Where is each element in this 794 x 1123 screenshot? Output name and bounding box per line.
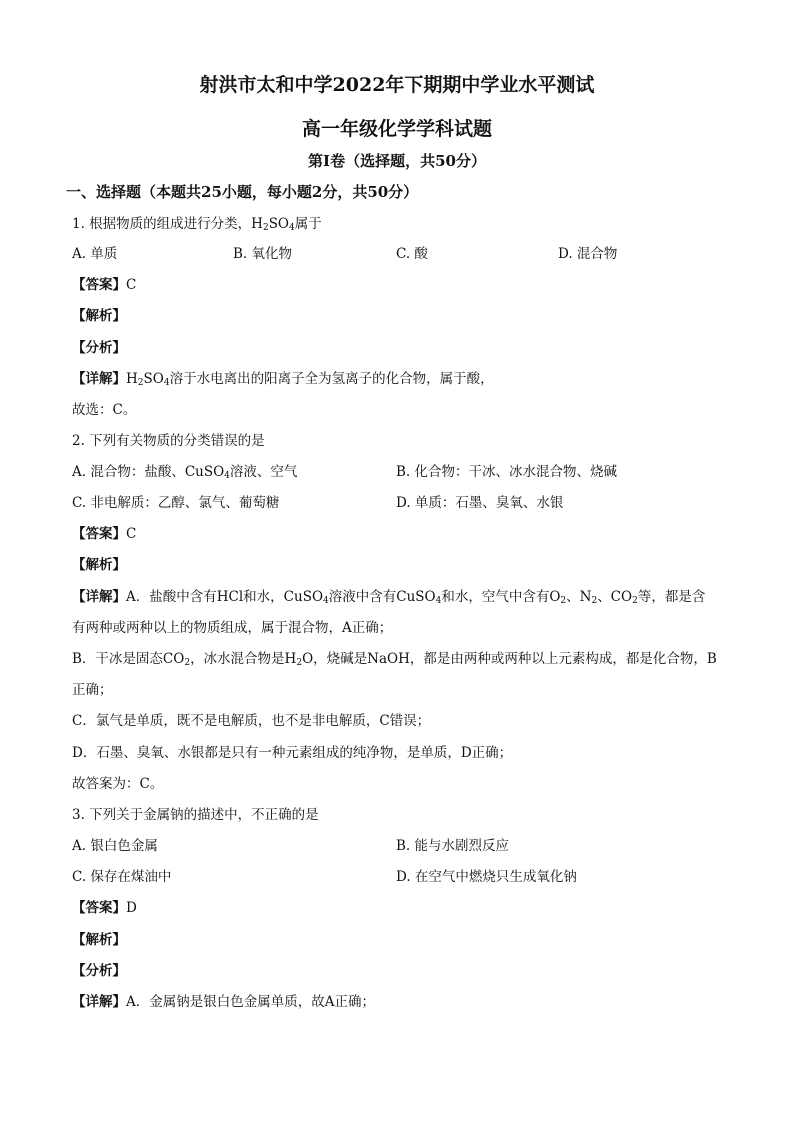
q2-analysis-label: 【解析】: [72, 557, 126, 573]
q2-detail-line5: C．氯气是单质，既不是电解质，也不是非电解质，C错误；: [72, 713, 431, 729]
q1-conclusion: 故选：C。: [72, 402, 137, 418]
q1-answer: 【答案】C: [72, 277, 137, 293]
q1-option-d: D. 混合物: [558, 246, 618, 262]
q2-conclusion: 故答案为：C。: [72, 776, 164, 792]
q1-option-a: A. 单质: [72, 246, 118, 262]
q3-option-a: A. 银白色金属: [72, 838, 158, 854]
q3-option-c: C. 保存在煤油中: [72, 869, 172, 885]
q2-option-a: A. 混合物：盐酸、CuSO$_4$溶液、空气: [72, 464, 298, 481]
exam-subtitle: 高一年级化学学科试题: [301, 118, 492, 140]
q1-option-b: B. 氧化物: [233, 246, 293, 262]
q2-option-b: B. 化合物：干冰、冰水混合物、烧碱: [396, 464, 618, 480]
q2-option-c: C. 非电解质：乙醇、氯气、葡萄糖: [72, 495, 280, 511]
q3-stem: 3. 下列关于金属钠的描述中，不正确的是: [72, 807, 319, 823]
q2-detail-line4: 正确；: [72, 682, 113, 698]
q1-stem: 1. 根据物质的组成进行分类，$H_2SO_4$属于: [72, 216, 322, 233]
q3-detail-line1: 【详解】A．金属钠是银白色金属单质，故A正确；: [72, 994, 375, 1010]
section-heading: 一、选择题（本题共25小题，每小题2分，共50分）: [66, 183, 419, 201]
q3-analysis-label: 【解析】: [72, 932, 126, 948]
q1-analysis-label: 【解析】: [72, 308, 126, 324]
q2-answer: 【答案】C: [72, 526, 137, 542]
q1-fenxi-label: 【分析】: [72, 340, 126, 356]
exam-title: 射洪市太和中学2022年下期期中学业水平测试: [199, 74, 595, 96]
q1-option-c: C. 酸: [396, 246, 428, 262]
q3-answer: 【答案】D: [72, 900, 137, 916]
q2-detail-line1: 【详解】A．盐酸中含有HCl和水，CuSO$_4$溶液中含有CuSO$_4$和水，空气中含有$O_2$、$N_2$、$CO_2$等，都是含: [72, 589, 706, 606]
section-volume-title: 第Ⅰ卷（选择题，共50分）: [308, 152, 486, 170]
q3-option-b: B. 能与水剧烈反应: [396, 838, 510, 854]
q1-detail: 【详解】$H_2SO_4$溶于水电离出的阳离子全为氢离子的化合物，属于酸，: [72, 371, 494, 388]
q2-option-d: D. 单质：石墨、臭氧、水银: [396, 495, 564, 511]
q3-fenxi-label: 【分析】: [72, 963, 126, 979]
q2-stem: 2. 下列有关物质的分类错误的是: [72, 433, 265, 449]
q2-detail-line6: D．石墨、臭氧、水银都是只有一种元素组成的纯净物，是单质，D正确；: [72, 745, 513, 761]
q3-option-d: D. 在空气中燃烧只生成氧化钠: [396, 869, 577, 885]
q2-detail-line2: 有两种或两种以上的物质组成，属于混合物，A正确；: [72, 620, 393, 636]
q2-detail-line3: B．干冰是固态$CO_2$，冰水混合物是$H_2O$，烧碱是NaOH，都是由两种或两种以上元素构成，都是化合物，B: [72, 651, 717, 668]
